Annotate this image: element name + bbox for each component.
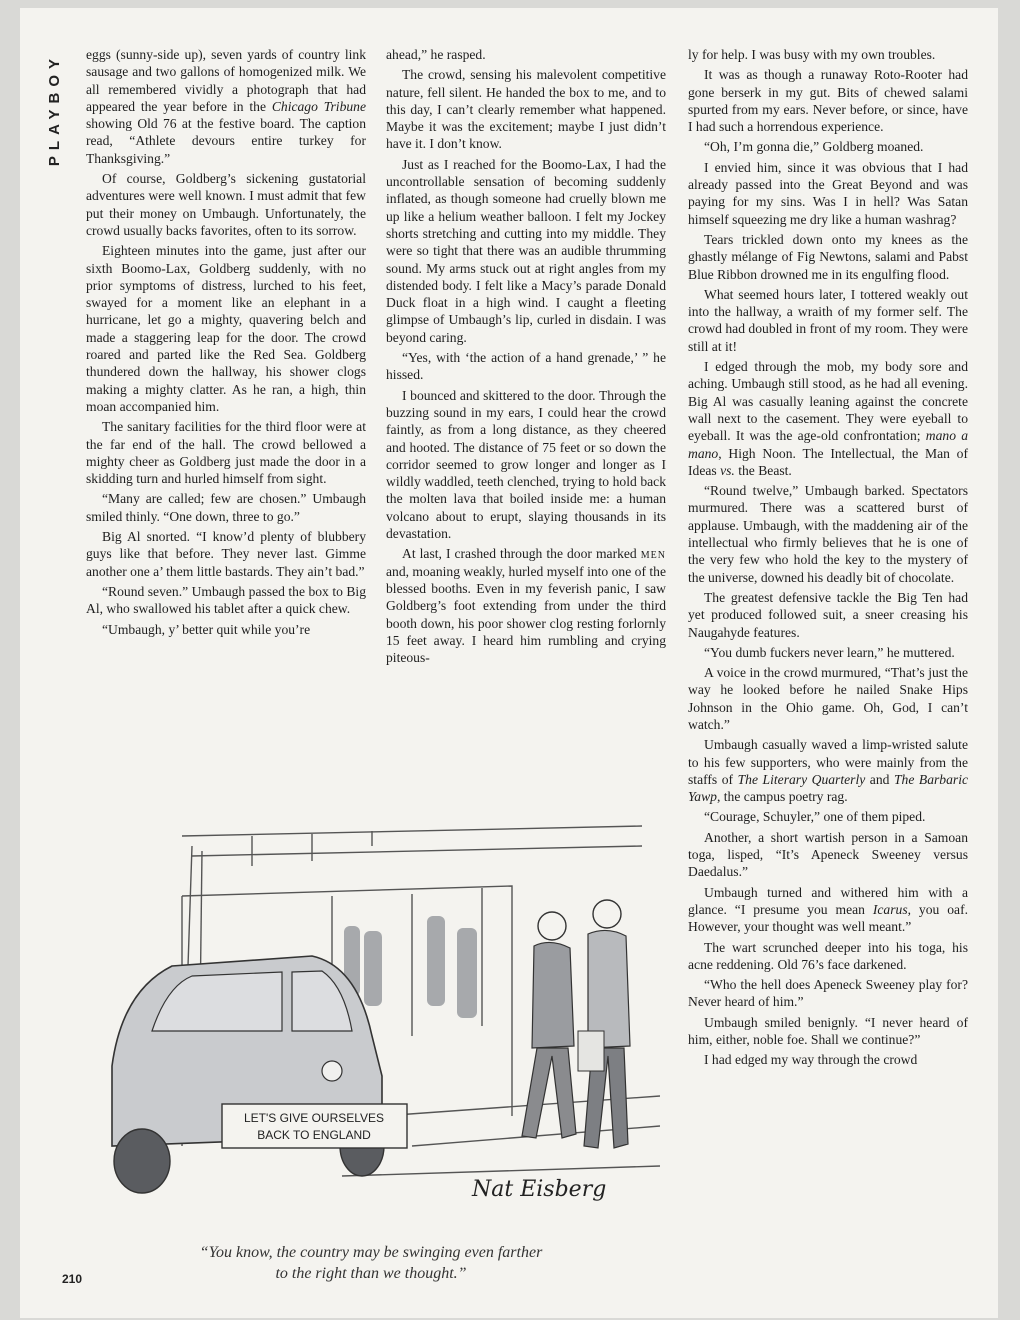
cartoon-illustration: [82, 816, 660, 1236]
paragraph: Umbaugh casually waved a limp-wristed salute to his few supporters, who were mainly from the staffs of The Literary Quarterly and The Barbaric Yawp, the campus poetry rag.: [688, 737, 969, 805]
paragraph: “Round twelve,” Umbaugh barked. Spectators murmured. There was a scattered burst of applause. Umbaugh, with the maddening air of the intellectual who firmly believes that he is one of the very few who hold the key to the mystery of the universe, downed his deadly bit of chocolate.: [688, 483, 968, 585]
paragraph: “Round seven.” Umbaugh passed the box to Big Al, who swallowed his tablet after a quick chew.: [86, 583, 366, 617]
paragraph: The crowd, sensing his malevolent competitive nature, fell silent. He handed the box to me, and to this day, I can’t clearly remember what happened. Maybe it was the excitement; maybe I just didn’t have it. I don’t know.: [386, 67, 666, 152]
cartoon-caption: “You know, the country may be swinging even farther to the right than we thought.”: [199, 1244, 543, 1282]
text-column-1: [86, 46, 366, 641]
artist-signature: Nat Eisberg: [472, 1177, 607, 1202]
paragraph: I envied him, since it was obvious that I had already passed into the Great Beyond and was paying for my sins. Was I in hell? Was Satan himself squeezing me dry like a human washrag?: [688, 159, 968, 227]
paragraph: Umbaugh smiled benignly. “I never heard of him, either, noble foe. Shall we continue?”: [688, 1014, 968, 1048]
magazine-page: [20, 8, 998, 1318]
paragraph: The greatest defensive tackle the Big Ten had yet produced followed suit, a sneer creasing his Naugahyde features.: [688, 589, 968, 640]
paragraph: “Umbaugh, y’ better quit while you’re: [102, 621, 311, 637]
paragraph: “Courage, Schuyler,” one of them piped.: [704, 809, 926, 825]
paragraph: It was as though a runaway Roto-Rooter had gone berserk in my gut. Bits of chewed salami spurted from my ears. Never before, or since, have I had such a horrendous experience.: [688, 67, 968, 135]
paragraph: “Yes, with ‘the action of a hand grenade,’ ” he hissed.: [386, 350, 666, 383]
paragraph: [86, 46, 366, 167]
text-column-2: [386, 46, 666, 669]
text-column-3: [688, 46, 968, 1072]
masthead: PLAYBOY: [46, 52, 64, 166]
paragraph: Tears trickled down onto my knees as the ghastly mélange of Fig Newtons, salami and Pabst Blue Ribbon drowned me in its engulfing flood.: [688, 231, 968, 282]
paragraph: I had edged my way through the crowd: [704, 1052, 918, 1068]
paragraph: What seemed hours later, I tottered weakly out into the hallway, a wraith of my former self. The crowd had doubled in front of my room. They were still at it!: [688, 286, 968, 354]
newspaper-title: Chicago Tribune: [271, 98, 367, 114]
walking-men: [522, 900, 630, 1148]
paragraph: Big Al snorted. “I know’d plenty of blubbery guys like that before. They never last. Gimme another one a’ them little bastards. They ain’t bad.”: [86, 529, 366, 579]
paragraph: A voice in the crowd murmured, “That’s just the way he looked before he nailed Snake Hips Johnson in the Ohio game. Oh, God, I can’t watch.”: [688, 665, 968, 732]
bumper-sticker-line2: BACK TO ENGLAND: [257, 1128, 371, 1142]
paragraph: “Many are called; few are chosen.” Umbaugh smiled thinly. “One down, three to go.”: [86, 491, 366, 524]
paragraph: “Who the hell does Apeneck Sweeney play for? Never heard of him.”: [688, 977, 968, 1010]
paragraph: Umbaugh turned and withered him with a glance. “I presume you mean Icarus, you oaf. However, your thought was well meant.”: [688, 884, 968, 935]
paragraph: At last, I crashed through the door marked men and, moaning weakly, hurled myself into one of the blessed booths. Even in my feverish panic, I saw Goldberg’s foot extending from under the third booth down, his poor shower clog resting forlornly 15 feet away. I heard him rumbling and crying piteous-: [386, 546, 666, 666]
paragraph: I bounced and skittered to the door. Through the buzzing sound in my ears, I could hear the crowd faintly, as from a long distance, as they cheered and hooted. The distance of 75 feet or so down the corridor seemed to grow longer and longer as I wildly waddled, teeth clenched, trying to hold back the molten lava that boiled inside me: a human volcano about to erupt, slaying thousands in its devastation.: [386, 387, 666, 542]
paragraph: Eighteen minutes into the game, just after our sixth Boomo-Lax, Goldberg suddenly, with no prior symptoms of distress, lurched to his feet, swayed for a moment like an elephant in a hurricane, let go a mighty, quavering belch and made a staggering leap for the door. The crowd roared and parted like the Red Sea. Goldberg thundered down the hallway, his shower clogs making a mighty clatter. As he ran, a high, thin moan accompanied him.: [86, 243, 366, 414]
page-number: 210: [62, 1272, 83, 1286]
paragraph: “Oh, I’m gonna die,” Goldberg moaned.: [704, 139, 924, 155]
paragraph: The wart scrunched deeper into his toga, his acne reddening. Old 76’s face darkened.: [688, 939, 968, 972]
paragraph: ahead,” he rasped.: [386, 47, 486, 62]
men-sign-text: men: [640, 546, 666, 562]
paragraph: Of course, Goldberg’s sickening gustatorial adventures were well known. I must admit that few put their money on Umbaugh. Unfortunately, the crowd usually backs favorites, often to its sorrow.: [86, 171, 366, 238]
paragraph: ly for help. I was busy with my own troubles.: [688, 47, 936, 62]
paragraph: Another, a short wartish person in a Samoan toga, lisped, “It’s Apeneck Sweeney versus Daedalus.”: [688, 829, 968, 880]
paragraph: The sanitary facilities for the third floor were at the far end of the hall. The crowd bellowed a mighty cheer as Goldberg just made the door in a skidding turn and hurled himself from sight.: [86, 419, 366, 487]
paragraph: Just as I reached for the Boomo-Lax, I had the uncontrollable sensation of becoming suddenly inflated, as though someone had cruelly blown me up like a helium weather balloon. I felt my Jockey shorts stretching and cutting into my middle. They were so tight that there was an audible thrumming sound. My arms stuck out at right angles from my distended body. I felt like a Macy’s parade Donald Duck float in a high wind. I caught a fleeting glimpse of Umbaugh’s lip, curled in disdain. I was beyond caring.: [386, 156, 666, 345]
paragraph: “You dumb fuckers never learn,” he muttered.: [704, 644, 955, 660]
bumper-sticker-line1: LET'S GIVE OURSELVES: [243, 1111, 385, 1125]
paragraph: I edged through the mob, my body sore and aching. Umbaugh still stood, as he had all evening. Big Al was casually leaning against the concrete wall next to the casement. They were eyeball to eyeball. It was the age-old confrontation; mano a mano, High Noon. The Intellectual, the Man of Ideas vs. the Beast.: [688, 359, 969, 478]
paragraph-text: eggs (sunny-side up), seven yards of country link sausage and two gallons of homogenized milk. We all remembered vividly a photograph that had appeared the year before in the Chicago Tribune showing Old 76 at the festive board. The caption read, “Athlete devours entire turkey for Thanksgiving.”: [86, 47, 367, 166]
car: [112, 956, 407, 1193]
